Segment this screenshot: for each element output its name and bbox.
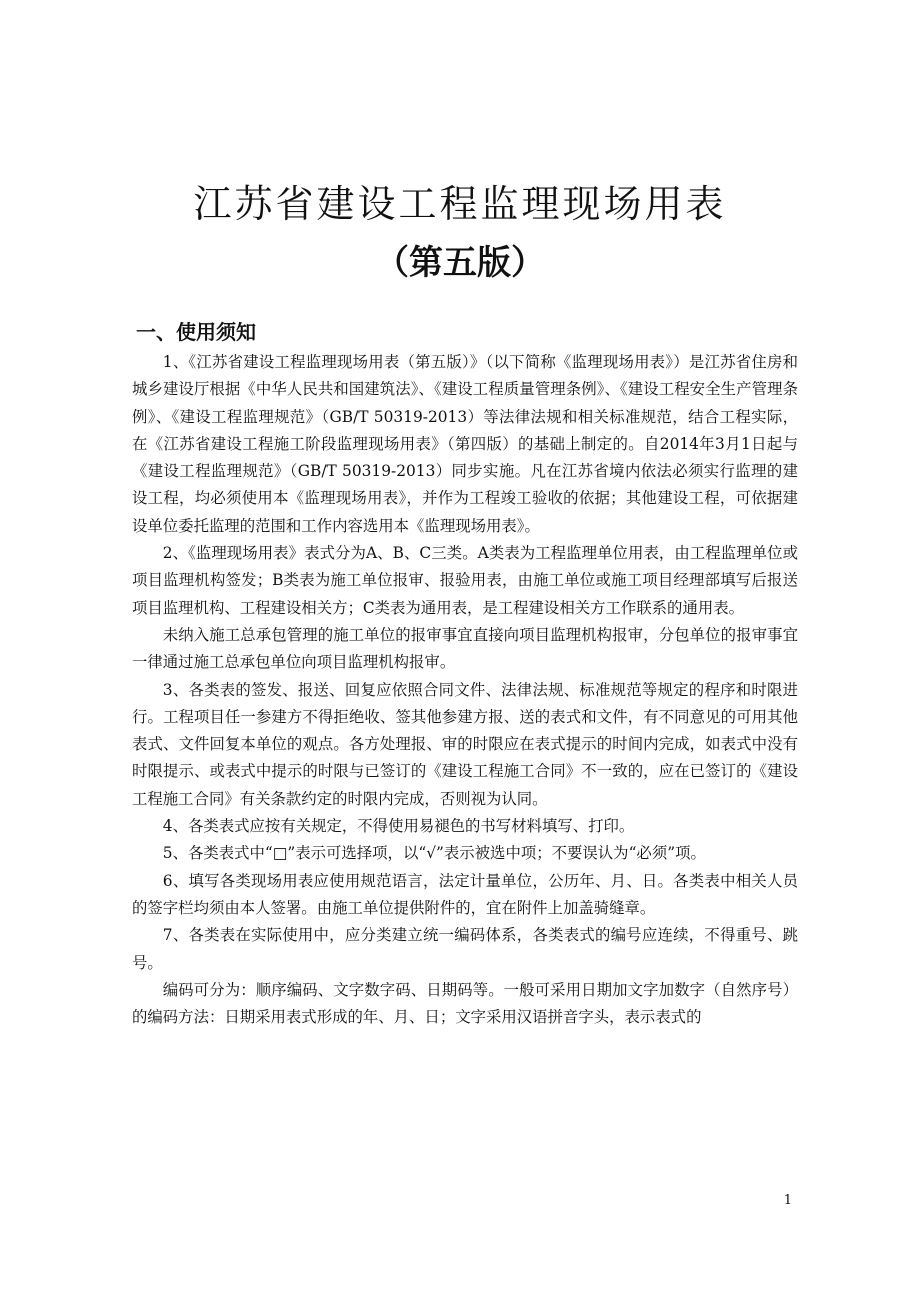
paragraph-5: 4、各类表式应按有关规定，不得使用易褪色的书写材料填写、打印。 bbox=[162, 817, 635, 836]
paragraph-3: 未纳入施工总承包管理的施工单位的报审事宜直接向项目监理机构报审，分包单位的报审事宜一律通过施工总承包单位向项目监理机构报审。 bbox=[132, 625, 798, 672]
paragraph-4: 3、各类表的签发、报送、回复应依照合同文件、法律法规、标准规范等规定的程序和时限进行。工程项目任一参建方不得拒绝收、签其他参建方报、送的表式和文件，有不同意见的可用其他表式、文件回复本单位的观点。各方处理报、审的时限应在表式提示的时间内完成，如表式中没有时限提示、或表式中提示的时限与已签订的《建设工程施工合同》不一致的，应在已签订的《建设工程施工合同》有关条款约定的时限内完成，否则视为认同。 bbox=[132, 680, 798, 808]
section-heading: 一、使用须知 bbox=[136, 320, 256, 344]
paragraph-1: 1、《江苏省建设工程监理现场用表（第五版）》（以下简称《监理现场用表》）是江苏省住房和城乡建设厅根据《中华人民共和国建筑法》、《建设工程质量管理条例》、《建设工程安全生产管理条例》、《建设工程监理规范》（GB/T 50319-2013）等法律法规和相关标准规范，结合工程实际，在《江苏省建设工程施工阶段监理现场用表》（第四版）的基础上制定的。自2014年3月1日起与《建设工程监理规范》（GB/T 50319-2013）同步实施。凡在江苏省境内依法必须实行监理的建设工程，均必须使用本《监理现场用表》，并作为工程竣工验收的依据；其他建设工程，可依据建设单位委托监理的范围和工作内容选用本《监理现场用表》。 bbox=[132, 353, 798, 535]
document-title: 江苏省建设工程监理现场用表 bbox=[193, 182, 727, 226]
paragraph-7: 6、填写各类现场用表应使用规范语言，法定计量单位，公历年、月、日。各类表中相关人员的签字栏均须由本人签署。由施工单位提供附件的，宜在附件上加盖骑缝章。 bbox=[132, 871, 798, 917]
title-block bbox=[0, 176, 920, 290]
body-text bbox=[132, 349, 798, 1031]
paragraph-8: 7、各类表在实际使用中，应分类建立统一编码体系，各类表式的编号应连续，不得重号、跳号。 bbox=[132, 926, 798, 972]
paragraph-6: 5、各类表式中“□”表示可选择项，以“√”表示被选中项；不要误认为“必须”项。 bbox=[162, 844, 706, 863]
paragraph-2: 2、《监理现场用表》表式分为A、B、C三类。A类表为工程监理单位用表，由工程监理单位或项目监理机构签发；B类表为施工单位报审、报验用表，由施工单位或施工项目经理部填写后报送项目监理机构、工程建设相关方；C类表为通用表，是工程建设相关方工作联系的通用表。 bbox=[132, 544, 798, 617]
document-subtitle: （第五版） bbox=[375, 243, 545, 283]
page-number: 1 bbox=[783, 1193, 792, 1208]
paragraph-9: 编码可分为：顺序编码、文字数字码、日期码等。一般可采用日期加文字加数字（自然序号）的编码方法：日期采用表式形成的年、月、日；文字采用汉语拼音字头，表示表式的 bbox=[132, 980, 798, 1027]
